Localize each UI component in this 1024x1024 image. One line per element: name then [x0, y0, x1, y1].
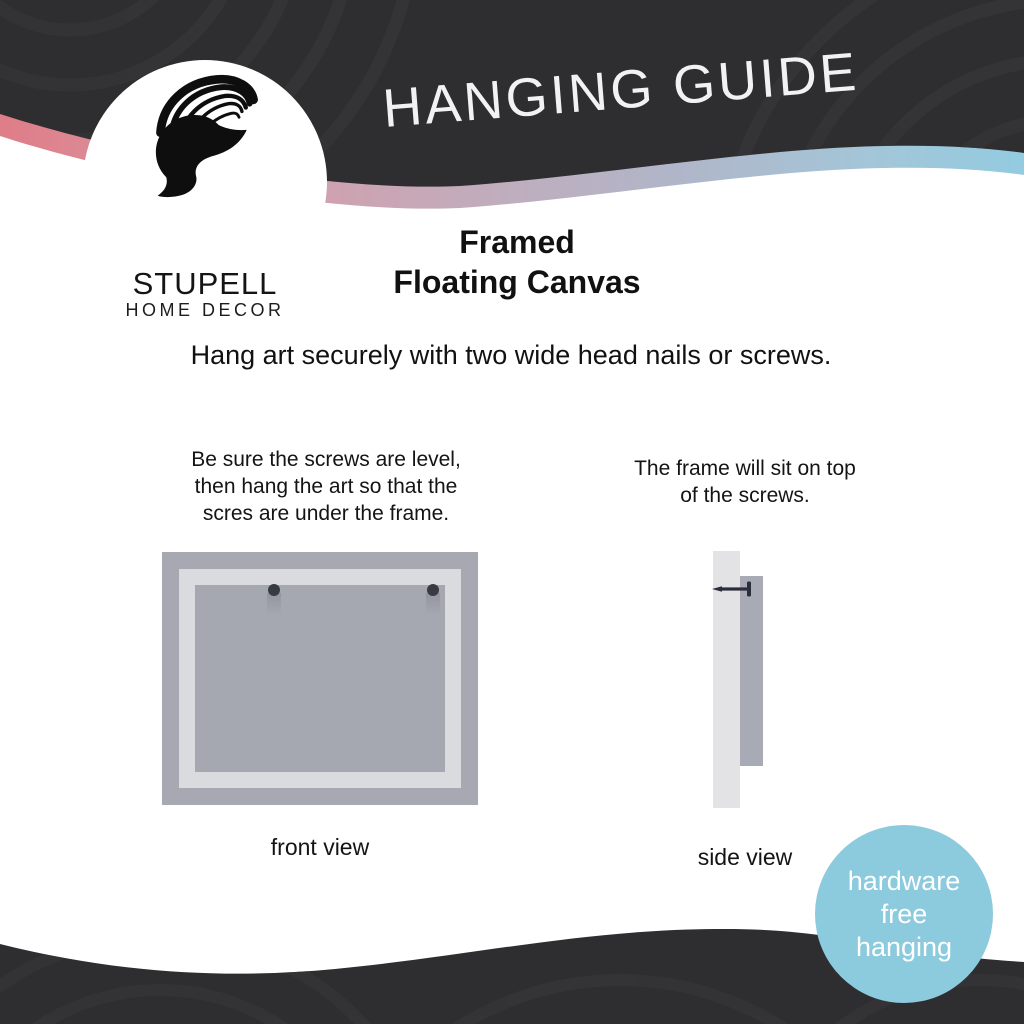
- instruction-text: Hang art securely with two wide head nails or screws.: [190, 340, 832, 370]
- badge-line: hardware: [847, 865, 961, 896]
- side-view-label: side view: [697, 844, 793, 870]
- side-view-caption-line: The frame will sit on top: [634, 457, 856, 480]
- product-heading: [317, 222, 717, 302]
- screw-icon: [427, 584, 439, 596]
- front-view-canvas: [195, 585, 445, 772]
- stupell-s-logo-icon: [145, 74, 271, 206]
- product-heading-line1: Framed: [459, 224, 575, 260]
- brand-logo-badge: [83, 60, 327, 320]
- brand-name: STUPELL: [132, 266, 278, 301]
- badge-line: hanging: [855, 931, 953, 962]
- front-view-frame: [162, 552, 478, 805]
- screw-shadow: [426, 593, 440, 615]
- front-view-caption-line: Be sure the screws are level,: [191, 448, 461, 471]
- hardware-free-badge: [815, 825, 993, 1003]
- screw-icon: [268, 584, 280, 596]
- front-view-caption: [176, 446, 476, 527]
- brand-tagline: HOME DECOR: [125, 300, 285, 320]
- screw-shadow: [267, 593, 281, 615]
- nail-icon: [710, 580, 756, 598]
- side-view-caption-line: of the screws.: [680, 484, 810, 507]
- front-view-caption-line: scres are under the frame.: [202, 502, 450, 525]
- product-heading-line2: Floating Canvas: [393, 264, 641, 300]
- front-view-mat: [179, 569, 461, 788]
- side-view-frame-bar: [740, 576, 763, 766]
- front-view-caption-line: then hang the art so that the: [194, 475, 458, 498]
- badge-line: free: [880, 898, 928, 929]
- page-title: HANGING GUIDE: [380, 41, 861, 139]
- side-view-caption: [595, 455, 895, 509]
- front-view-label: front view: [270, 834, 370, 860]
